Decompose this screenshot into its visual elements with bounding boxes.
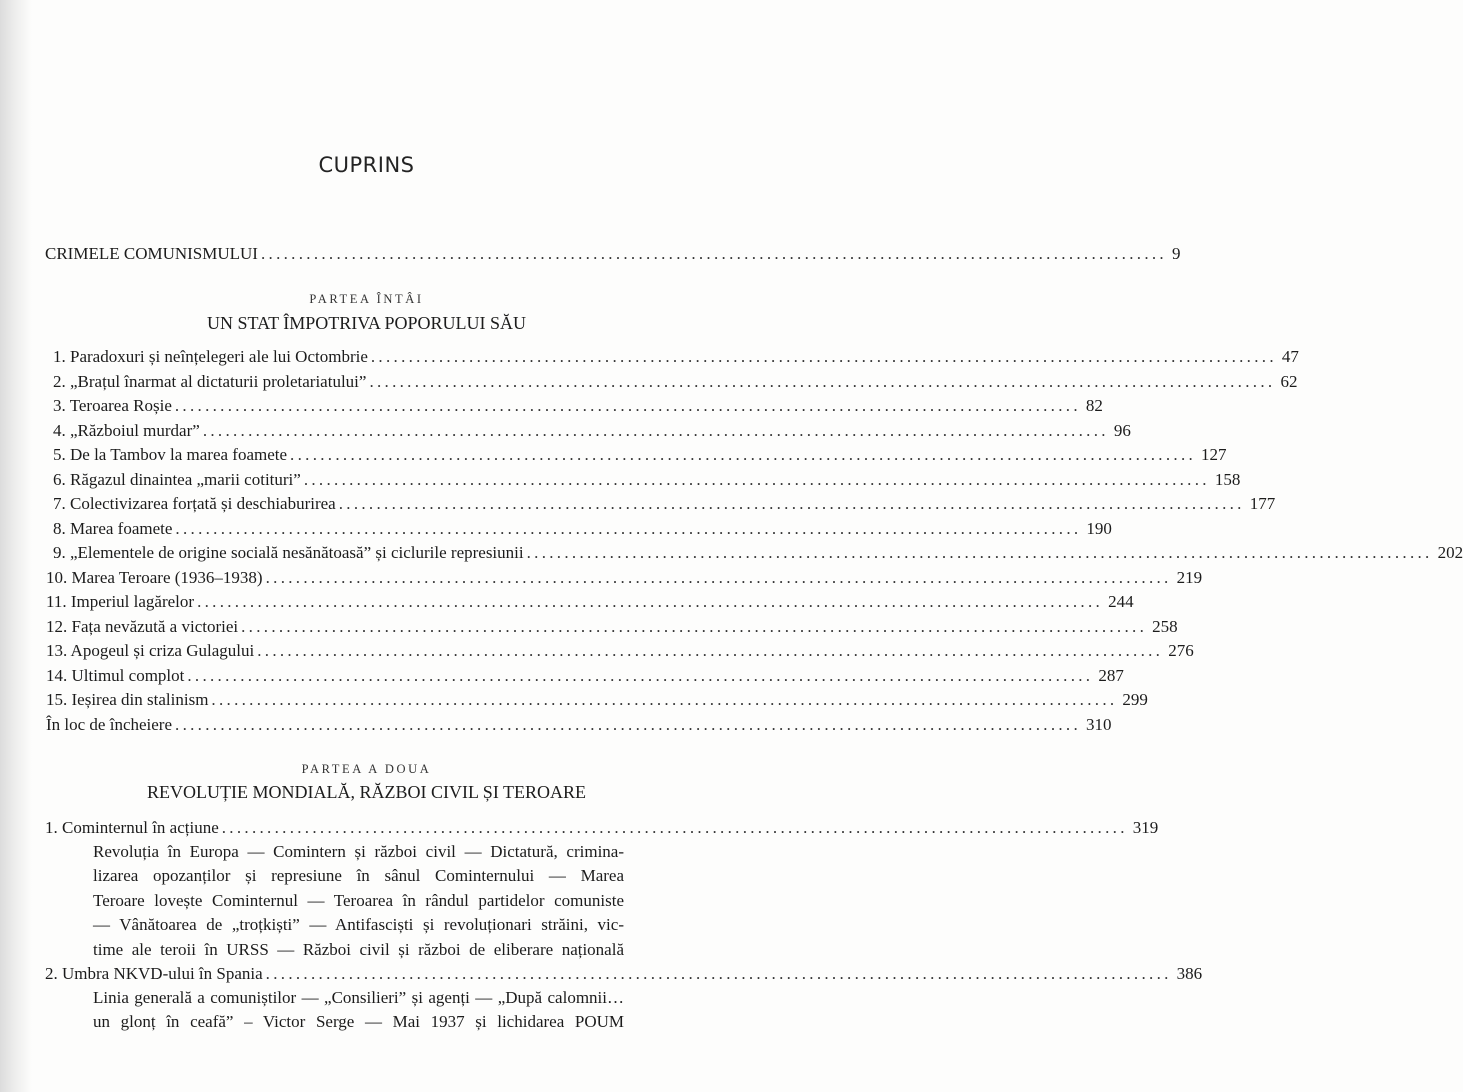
toc-entry[interactable] xyxy=(46,590,1134,614)
toc-entry-page: 287 xyxy=(1098,665,1124,685)
leader-dots: ........................................................................................................................ xyxy=(303,469,1210,489)
toc-entry-label: 3. Teroarea Roșie xyxy=(53,396,172,415)
toc-entry-label: 14. Ultimul complot xyxy=(46,665,185,685)
toc-entry-label: 6. Răgazul dinaintea „marii cotituri” xyxy=(53,469,301,489)
toc-entry-page: 386 xyxy=(1176,964,1203,983)
leader-dots: ........................................................................................................................ xyxy=(202,420,1109,440)
toc-entry-page: 190 xyxy=(1086,518,1112,538)
toc-entry-page: 177 xyxy=(1249,494,1276,513)
toc-entry-label: 12. Fața nevăzută a victoriei xyxy=(46,616,239,636)
leader-dots: ........................................................................................................................ xyxy=(174,396,1081,415)
toc-entry[interactable] xyxy=(53,370,1298,394)
leader-dots: ........................................................................................................................ xyxy=(175,518,1082,538)
toc-entry[interactable] xyxy=(46,713,1112,737)
leader-dots: ........................................................................................................................ xyxy=(260,244,1167,263)
leader-dots: ........................................................................................................................ xyxy=(211,690,1118,709)
toc-entry-page: 47 xyxy=(1281,347,1299,366)
toc-entry[interactable] xyxy=(46,566,1203,590)
leader-dots: ........................................................................................................................ xyxy=(290,445,1197,464)
toc-entry-label: 8. Marea foamete xyxy=(53,518,173,538)
leader-dots: ........................................................................................................................ xyxy=(526,543,1433,562)
toc-entry[interactable] xyxy=(46,639,1194,663)
part2-title: REVOLUȚIE MONDIALĂ, RĂZBOI CIVIL ȘI TEROARE xyxy=(147,782,586,802)
toc-entry-label: 9. „Elementele de origine socială nesănătoasă” și ciclurile represiunii xyxy=(53,543,524,562)
part1-title: UN STAT ÎMPOTRIVA POPORULUI SĂU xyxy=(207,313,526,333)
toc-entry-intro[interactable] xyxy=(45,242,1181,266)
toc-entry[interactable] xyxy=(53,345,1299,369)
toc-entry-label: 11. Imperiul lagărelor xyxy=(46,592,195,611)
toc-entry[interactable] xyxy=(46,688,1148,712)
toc-entry[interactable] xyxy=(46,615,1178,639)
chapter-summary-line: un glonț în ceafă” – Victor Serge — Mai 1937 și lichidarea POUM xyxy=(93,1012,624,1032)
toc-entry-label: 2. „Brațul înarmat al dictaturii proletariatului” xyxy=(53,371,367,391)
toc-entry-page: 62 xyxy=(1280,371,1298,391)
toc-entry-label: 2. Umbra NKVD-ului în Spania xyxy=(45,964,263,983)
chapter-summary-line: Linia generală a comuniștilor — „Consilieri” și agenți — „După calomnii… xyxy=(93,988,624,1007)
toc-entry-label: 13. Apogeul și criza Gulagului xyxy=(46,641,255,660)
toc-entry-page: 244 xyxy=(1108,592,1134,611)
toc-entry-label: 1. Paradoxuri și neînțelegeri ale lui Octombrie xyxy=(53,347,368,366)
leader-dots: ........................................................................................................................ xyxy=(221,818,1128,837)
toc-entry-label: În loc de încheiere xyxy=(46,714,173,734)
leader-dots: ........................................................................................................................ xyxy=(187,665,1094,685)
toc-entry-page: 9 xyxy=(1171,244,1181,263)
toc-entry[interactable] xyxy=(53,541,1463,565)
leader-dots: ........................................................................................................................ xyxy=(241,616,1148,636)
toc-entry-label: 15. Ieșirea din stalinism xyxy=(46,690,209,709)
part2-kicker: PARTEA A DOUA xyxy=(301,762,432,776)
toc-entry-page: 310 xyxy=(1086,714,1112,734)
chapter-summary-line: Revoluția în Europa — Comintern și război civil — Dictatură, crimina- xyxy=(93,842,624,861)
chapter-summary-line: time ale teroii în URSS — Război civil și război de eliberare națională xyxy=(93,939,624,959)
toc-entry[interactable] xyxy=(53,468,1241,492)
toc-entry-part2-ch1[interactable] xyxy=(45,816,1159,840)
toc-entry[interactable] xyxy=(53,419,1131,443)
toc-entry-page: 82 xyxy=(1085,396,1103,415)
leader-dots: ........................................................................................................................ xyxy=(265,964,1172,983)
part1-kicker: PARTEA ÎNTÂI xyxy=(309,292,424,306)
leader-dots: ........................................................................................................................ xyxy=(369,371,1276,391)
leader-dots: ........................................................................................................................ xyxy=(175,714,1082,734)
toc-entry-label: CRIMELE COMUNISMULUI xyxy=(45,244,258,263)
toc-entry-page: 127 xyxy=(1201,445,1227,464)
toc-entry-label: 4. „Războiul murdar” xyxy=(53,420,200,440)
page-title: CUPRINS xyxy=(318,153,415,177)
toc-entry[interactable] xyxy=(46,664,1124,688)
leader-dots: ........................................................................................................................ xyxy=(257,641,1164,660)
leader-dots: ........................................................................................................................ xyxy=(370,347,1277,366)
toc-entry-label: 7. Colectivizarea forțată și deschiaburirea xyxy=(53,494,336,513)
toc-entry-page: 299 xyxy=(1122,690,1148,709)
leader-dots: ........................................................................................................................ xyxy=(197,592,1104,611)
toc-entry-label: 10. Marea Teroare (1936–1938) xyxy=(46,567,263,587)
toc-entry-page: 219 xyxy=(1176,567,1203,587)
toc-entry-page: 96 xyxy=(1113,420,1131,440)
toc-entry-page: 202 xyxy=(1437,543,1463,562)
toc-entry[interactable] xyxy=(53,443,1227,467)
toc-entry-label: 5. De la Tambov la marea foamete xyxy=(53,445,288,464)
toc-entry-page: 319 xyxy=(1132,818,1159,837)
toc-entry-page: 258 xyxy=(1152,616,1178,636)
toc-entry-part2-ch2[interactable] xyxy=(45,962,1203,986)
toc-entry[interactable] xyxy=(53,517,1112,541)
toc-entry-label: 1. Cominternul în acțiune xyxy=(45,818,219,837)
leader-dots: ........................................................................................................................ xyxy=(265,567,1172,587)
chapter-summary-line: lizarea opozanților și represiune în sânul Cominternului — Marea xyxy=(93,866,624,886)
toc-entry[interactable] xyxy=(53,492,1276,516)
chapter-summary-line: Teroare lovește Cominternul — Teroarea în rândul partidelor comuniste xyxy=(93,890,624,910)
toc-entry-page: 158 xyxy=(1214,469,1241,489)
toc-entry[interactable] xyxy=(53,394,1103,418)
chapter-summary-line: — Vânătoarea de „troțkiști” — Antifasciști și revoluționari străini, vic- xyxy=(93,915,624,935)
toc-entry-page: 276 xyxy=(1168,641,1194,660)
leader-dots: ........................................................................................................................ xyxy=(338,494,1245,513)
